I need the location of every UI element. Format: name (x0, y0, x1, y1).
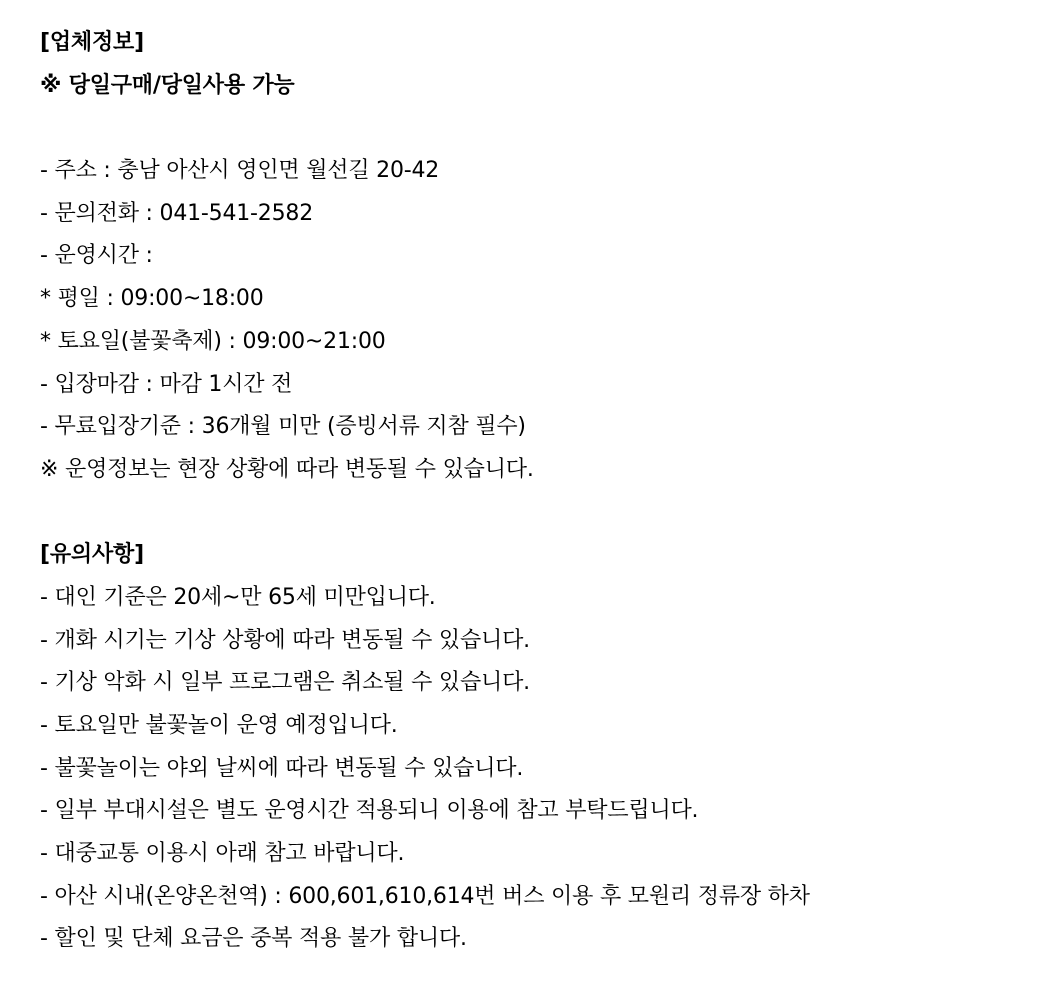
spacer (40, 107, 1059, 150)
precautions-heading: [유의사항] (40, 542, 144, 568)
list-item: - 아산 시내(온양온천역) : 600,601,610,614번 버스 이용 후 모원리 정류장 하차 (40, 883, 810, 909)
spacer (40, 492, 1059, 535)
info-change-notice: ※ 운영정보는 현장 상황에 따라 변동될 수 있습니다. (40, 456, 534, 482)
saturday-hours-line: * 토요일(불꽃축제) : 09:00~21:00 (40, 328, 386, 354)
list-item: - 개화 시기는 기상 상황에 따라 변동될 수 있습니다. (40, 627, 530, 653)
list-item: - 토요일만 불꽃놀이 운영 예정입니다. (40, 713, 398, 738)
list-item: - 불꽃놀이는 야외 날씨에 따라 변동될 수 있습니다. (40, 755, 524, 781)
weekday-hours-line: * 평일 : 09:00~18:00 (40, 286, 264, 312)
address-line: - 주소 : 충남 아산시 영인면 월선길 20-42 (40, 158, 440, 184)
company-info-heading: [업체정보] (40, 30, 144, 55)
hours-label-line: - 운영시간 : (40, 243, 153, 269)
same-day-notice: ※ 당일구매/당일사용 가능 (40, 72, 295, 98)
phone-line: - 문의전화 : 041-541-2582 (40, 200, 313, 226)
entry-cutoff-line: - 입장마감 : 마감 1시간 전 (40, 371, 293, 397)
list-item: - 할인 및 단체 요금은 중복 적용 불가 합니다. (40, 926, 467, 952)
list-item: - 일부 부대시설은 별도 운영시간 적용되니 이용에 참고 부탁드립니다. (40, 798, 699, 824)
list-item: - 대인 기준은 20세~만 65세 미만입니다. (40, 584, 436, 610)
list-item: - 기상 악화 시 일부 프로그램은 취소될 수 있습니다. (40, 670, 530, 696)
list-item: - 대중교통 이용시 아래 참고 바랍니다. (40, 841, 405, 867)
free-entry-line: - 무료입장기준 : 36개월 미만 (증빙서류 지참 필수) (40, 414, 526, 440)
